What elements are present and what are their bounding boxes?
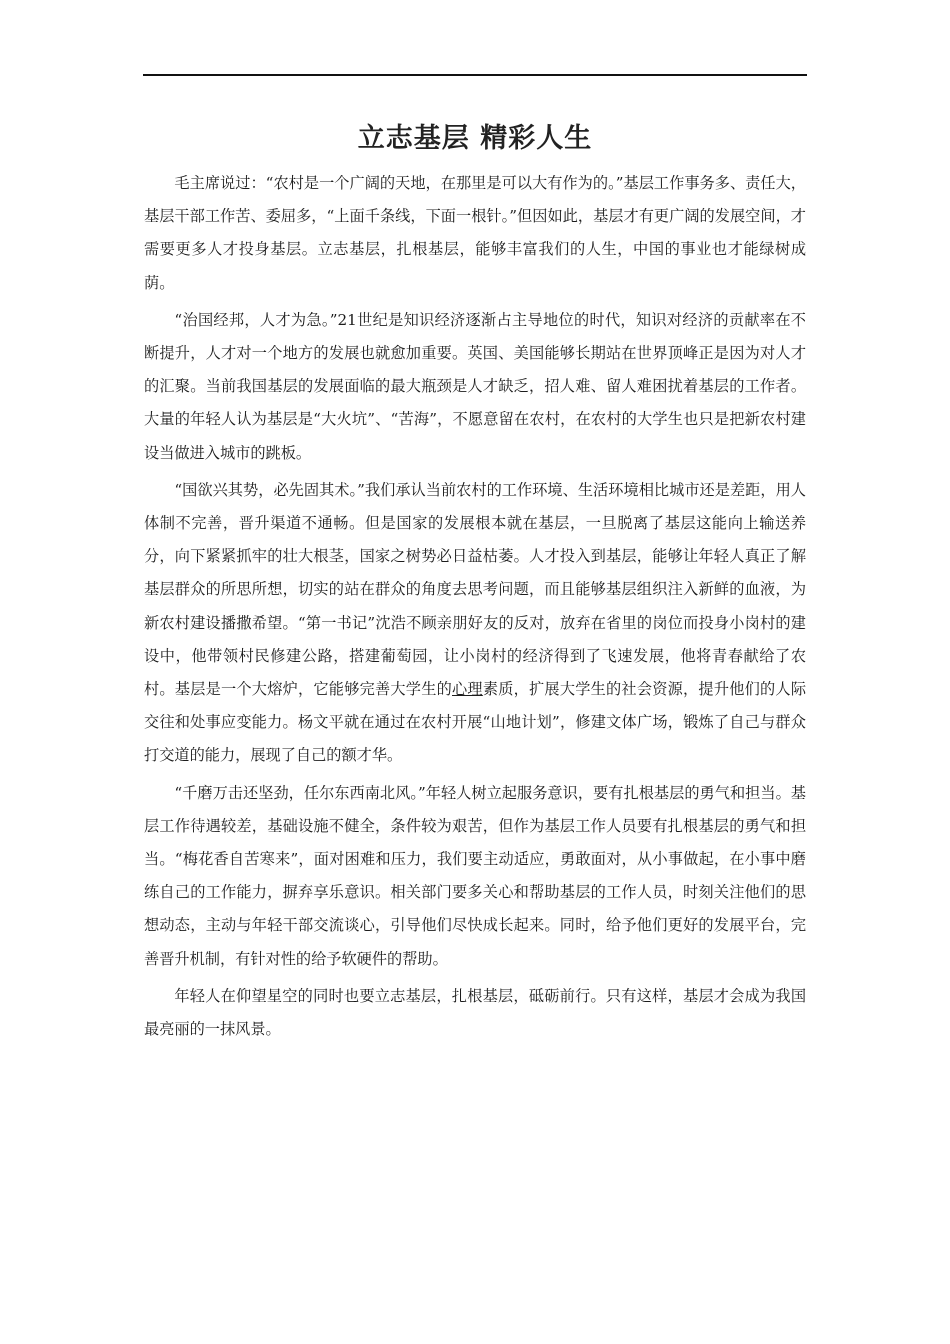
paragraph-1: 毛主席说过：“农村是一个广阔的天地，在那里是可以大有作为的。”基层工作事务多、责任大，基层干部工作苦、委屈多，“上面千条线，下面一根针。”但因如此，基层才有更广阔的发展空间，才需要更多人才投身基层。立志基层，扎根基层，能够丰富我们的人生，中国的事业也才能绿树成荫。 <box>144 174 806 292</box>
document-body <box>144 167 806 1050</box>
paragraph-3-text-a: “国欲兴其势，必先固其术。”我们承认当前农村的工作环境、生活环境相比城市还是差距，用人体制不完善，晋升渠道不通畅。但是国家的发展根本就在基层，一旦脱离了基层这能向上输送养分，向下紧紧抓牢的壮大根茎，国家之树势必日益枯萎。人才投入到基层，能够让年轻人真正了解基层群众的所思所想，切实的站在群众的角度去思考问题，而且能够基层组织注入新鲜的血液，为新农村建设播撒希望。“第一书记”沈浩不顾亲朋好友的反对，放弃在省里的岗位而投身小岗村的建设中，他带领村民修建公路，搭建葡萄园，让小岗村的经济得到了飞速发展，他将青春献给了农村。基层是一个大熔炉，它能够完善大学生的 <box>144 480 806 699</box>
paragraph-4: “千磨万击还坚劲，任尔东西南北风。”年轻人树立起服务意识，要有扎根基层的勇气和担当。基层工作待遇较差，基础设施不健全，条件较为艰苦，但作为基层工作人员要有扎根基层的勇气和担当。“梅花香自苦寒来”，面对困难和压力，我们要主动适应，勇敢面对，从小事做起，在小事中磨练自己的工作能力，摒弃享乐意识。相关部门要多关心和帮助基层的工作人员，时刻关注他们的思想动态，主动与年轻干部交流谈心，引导他们尽快成长起来。同时，给予他们更好的发展平台，完善晋升机制，有针对性的给予软硬件的帮助。 <box>144 783 806 968</box>
header-rule <box>143 74 807 76</box>
paragraph-3 <box>144 474 806 773</box>
paragraph-2: “治国经邦，人才为急。”21世纪是知识经济逐渐占主导地位的时代，知识对经济的贡献率在不断提升，人才对一个地方的发展也就愈加重要。英国、美国能够长期站在世界顶峰正是因为对人才的汇聚。当前我国基层的发展面临的最大瓶颈是人才缺乏，招人难、留人难困扰着基层的工作者。大量的年轻人认为基层是“大火坑”、“苦海”，不愿意留在农村，在农村的大学生也只是把新农村建设当做进入城市的跳板。 <box>144 310 806 462</box>
document-title: 立志基层 精彩人生 <box>357 123 593 154</box>
paragraph-3-text-b: 素质，扩展大学生的社会资源，提升他们的人际交往和处事应变能力。杨文平就在通过在农村开展“山地计划”，修建文体广场，锻炼了自己与群众打交道的能力，展现了自己的额才华。 <box>144 680 807 765</box>
paragraph-5: 年轻人在仰望星空的同时也要立志基层，扎根基层，砥砺前行。只有这样，基层才会成为我国最亮丽的一抹风景。 <box>144 986 806 1039</box>
psychology-link[interactable]: 心理 <box>452 680 483 699</box>
